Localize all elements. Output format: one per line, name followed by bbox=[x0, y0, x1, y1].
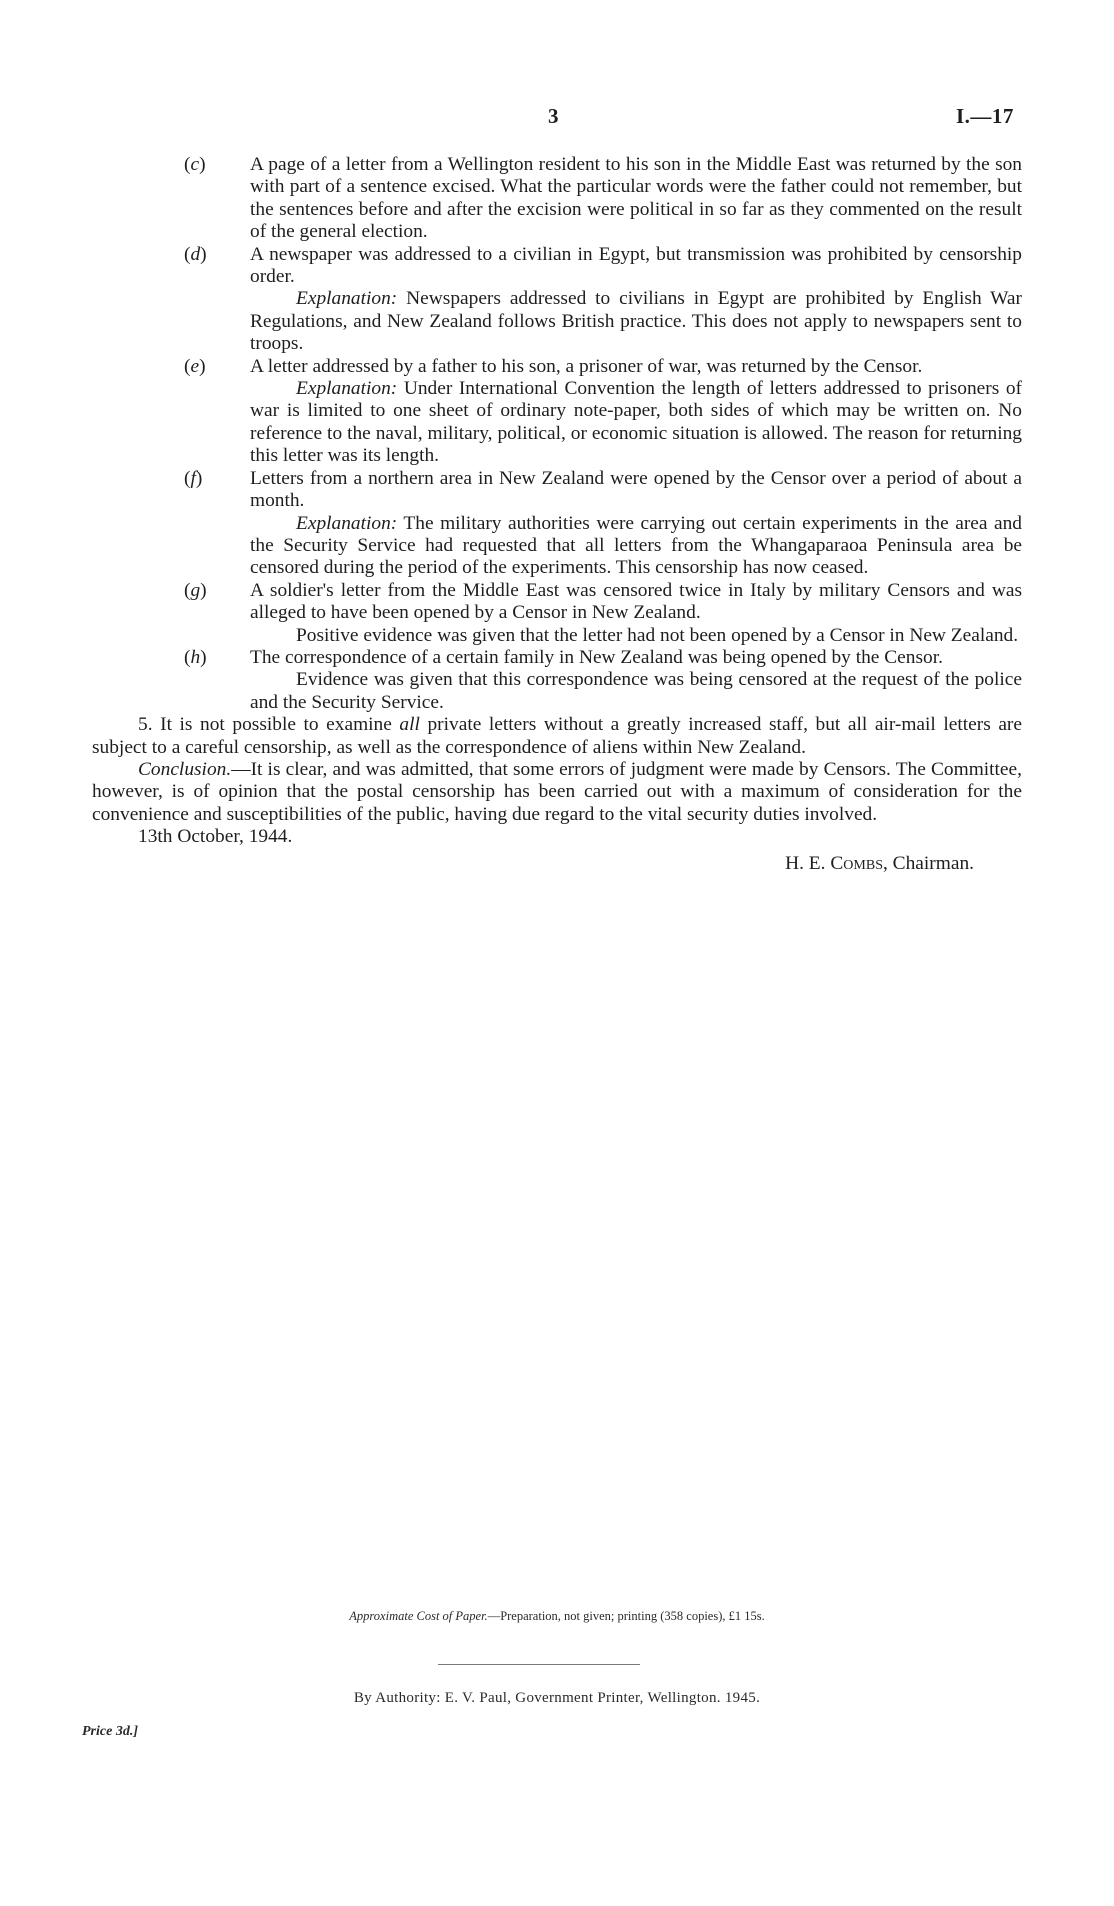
item-text: The correspondence of a certain family in New Zealand was being opened by the Censor. bbox=[250, 646, 943, 668]
item-f bbox=[92, 468, 1022, 580]
footer-divider bbox=[438, 1664, 640, 1665]
item-evidence: Evidence was given that this correspondence was being censored at the request of the police and the Security Service. bbox=[250, 669, 1022, 713]
item-e bbox=[92, 356, 1022, 468]
signature: H. E. Combs, Chairman. bbox=[785, 852, 974, 874]
item-explanation: Explanation: Newspapers addressed to civilians in Egypt are prohibited by English War Regulations, and New Zealand follows British practice. This does not apply to newspapers sent to troops. bbox=[250, 288, 1022, 355]
report-date: 13th October, 1944. bbox=[138, 826, 293, 848]
explanation-label: Explanation: bbox=[296, 512, 398, 534]
item-marker: (d) bbox=[184, 243, 207, 265]
page-header bbox=[0, 104, 1114, 134]
item-text: Letters from a northern area in New Zealand were opened by the Censor over a period of about a month. bbox=[250, 467, 1022, 512]
printer-imprint: By Authority: E. V. Paul, Government Printer, Wellington. 1945. bbox=[353, 1690, 761, 1706]
item-marker: (f) bbox=[184, 467, 203, 489]
item-evidence: Positive evidence was given that the letter had not been opened by a Censor in New Zealand. bbox=[296, 624, 1019, 646]
price-label: Price 3d.] bbox=[82, 1724, 138, 1739]
item-text: A page of a letter from a Wellington resident to his son in the Middle East was returned by the son with part of a sentence excised. What the particular words were the father could not remember, but the sentences before and after the excision were political in so far as they commented on the result of the general election. bbox=[250, 154, 1022, 243]
item-explanation: Explanation: The military authorities were carrying out certain experiments in the area and the Security Service had requested that all letters from the Whangaparaoa Peninsula area be censored during the period of the experiments. This censorship has now ceased. bbox=[250, 512, 1023, 579]
item-text: A newspaper was addressed to a civilian in Egypt, but transmission was prohibited by censorship order. bbox=[250, 243, 1022, 288]
explanation-label: Explanation: bbox=[296, 288, 398, 310]
explanation-label: Explanation: bbox=[296, 378, 398, 400]
conclusion-paragraph: Conclusion.—It is clear, and was admitted, that some errors of judgment were made by Censors. The Committee, however, is of opinion that the postal censorship has been carried out with a maximum of consideration for the convenience and susceptibilities of the public, having due regard to the vital security duties involved. bbox=[92, 758, 1022, 825]
paragraph-5: 5. It is not possible to examine all private letters without a greatly increased staff, but all air-mail letters are subject to a careful censorship, as well as the correspondence of aliens within New Zealand. bbox=[92, 714, 1022, 758]
conclusion-label: Conclusion. bbox=[138, 758, 232, 780]
item-h bbox=[92, 647, 1022, 714]
item-g bbox=[92, 580, 1022, 647]
item-d bbox=[92, 244, 1022, 356]
item-c bbox=[92, 154, 1022, 244]
document-body bbox=[92, 154, 1022, 875]
item-marker: (e) bbox=[184, 355, 206, 377]
item-text: A soldier's letter from the Middle East was censored twice in Italy by military Censors and was alleged to have been opened by a Censor in New Zealand. bbox=[250, 579, 1022, 624]
item-explanation: Explanation: Under International Convention the length of letters addressed to prisoners of war is limited to one sheet of ordinary note-paper, both sides of which may be written on. No reference to the naval, military, political, or economic situation is allowed. The reason for returning this letter was its length. bbox=[250, 378, 1022, 467]
page-number: 3 bbox=[548, 104, 559, 128]
item-marker: (c) bbox=[184, 154, 206, 175]
item-marker: (g) bbox=[184, 579, 207, 601]
document-code: I.—17 bbox=[956, 104, 1014, 128]
cost-of-paper: Approximate Cost of Paper.—Preparation, not given; printing (358 copies), £1 15s. bbox=[349, 1609, 765, 1623]
item-marker: (h) bbox=[184, 646, 207, 668]
item-text: A letter addressed by a father to his son, a prisoner of war, was returned by the Censor. bbox=[250, 355, 923, 377]
